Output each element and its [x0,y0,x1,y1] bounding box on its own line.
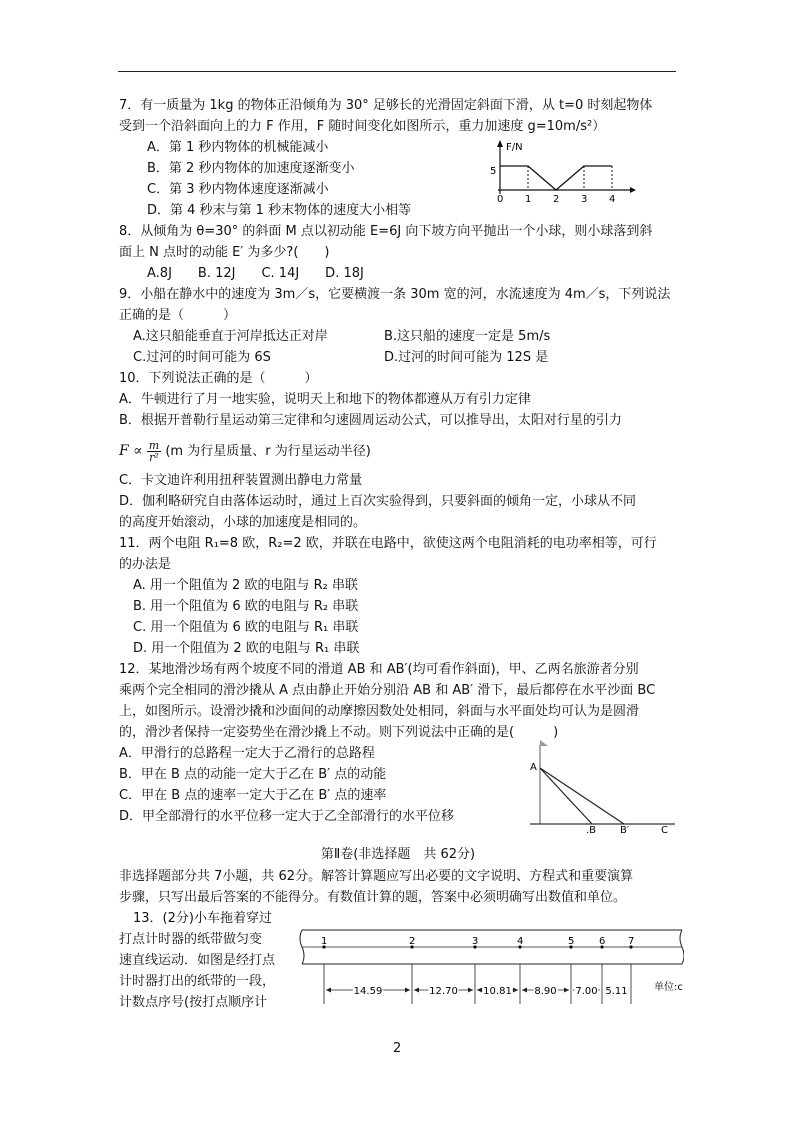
q11-line1: 11．两个电阻 R₁=8 欧，R₂=2 欧，并联在电路中，欲使这两个电阻消耗的电功率相等，可行 [119,536,657,551]
q11-option-a: A. 用一个阻值为 2 欧的电阻与 R₂ 串联 [133,578,358,593]
q8-options: A.8J B. 12J C. 14J D. 18J [147,266,364,281]
q12-label-b-prime: B′ [620,825,630,836]
q12-slope-ab [540,768,592,824]
q7-graph-x-tick-0: 0 [497,194,504,205]
q12-option-c: C．甲在 B 点的速率一定大于乙在 B′ 点的速率 [119,788,387,803]
q7-graph-force-line [500,166,612,190]
page-number: 2 [393,1041,402,1056]
q13-tape-figure [298,918,684,1012]
q10-option-a: A．牛顿进行了月一地实验，说明天上和地下的物体都遵从万有引力定律 [119,392,531,407]
q10-option-d-line1: D．伽利略研究自由落体运动时，通过上百次实验得到，只要斜面的倾角一定，小球从不同 [119,494,637,509]
q12-option-a: A．甲滑行的总路程一定大于乙滑行的总路程 [119,746,375,761]
q13-point-label-5: 5 [568,936,575,947]
part2-intro-line2: 步骤，只写出最后答案的不能得分。有数值计算的题，答案中必须明确写出数值和单位。 [119,890,627,905]
q12-line1: 12．某地滑沙场有两个坡度不同的滑道 AB 和 AB′(均可看作斜面)，甲、乙两名旅游者分别 [119,662,639,677]
q10-option-b-line1: B．根据开普勒行星运动第三定律和匀速圆周运动公式，可以推导出，太阳对行星的引力 [119,413,622,428]
q12-line3: 上，如图所示。设滑沙撬和沙面间的动摩擦因数处处相同，斜面与水平面处均可认为是圆滑 [119,704,640,719]
q12-slope-ab-prime [540,768,624,824]
q7-option-b: B．第 2 秒内物体的加速度逐渐变小 [147,161,355,176]
q13-point-label-7: 7 [628,936,635,947]
q7-graph-x-tick-4: 4 [609,194,616,205]
q10-option-b-line2: (m 为行星质量、r 为行星运动半径) [165,444,371,459]
q7-line1: 7．有一质量为 1kg 的物体正沿倾角为 30° 足够长的光滑固定斜面下滑，从 t=0 时刻起物体 [119,98,653,113]
q7-graph-x-arrow [630,187,636,193]
q7-graph-y-tick: 5 [490,166,497,177]
q12-line4: 的，滑沙者保持一定姿势坐在滑沙撬上不动。则下列说法中正确的是( ) [119,725,559,740]
q12-label-b: .B [586,825,597,836]
part2-title: 第Ⅱ卷(非选择题 共 62分) [320,847,476,862]
q9-option-b: B.这只船的速度一定是 5m/s [384,329,551,344]
q13-segment-label-6: 5.11 [605,986,628,997]
header-rule [118,71,676,72]
q8-line1: 8．从倾角为 θ=30° 的斜面 M 点以初动能 E=6J 向下坡方向平抛出一个小球，则小球落到斜 [119,224,653,239]
q13-line1: 13．(2分)小车拖着穿过 [133,911,272,926]
q7-option-c: C．第 3 秒内物体速度逐渐减小 [147,182,329,197]
q13-segment-label-1: 14.59 [353,986,383,997]
q11-line2: 的办法是 [119,557,172,572]
q7-option-a: A．第 1 秒内物体的机械能减小 [147,140,329,155]
q13-segment-label-5: 7.00 [575,986,598,997]
q7-graph-x-tick-1: 1 [525,194,532,205]
q10-formula-denominator: r² [149,451,159,464]
q13-line5: 计数点序号(按打点顺序计 [119,995,268,1010]
q13-segment-label-3: 10.81 [483,986,512,997]
q9-option-a: A.这只船能垂直于河岸抵达正对岸 [133,329,328,344]
q9-option-c: C.过河的时间可能为 6S [133,350,271,365]
part2-intro-line1: 非选择题部分共 7小题，共 62分。解答计算题应写出必要的文字说明、方程式和重要演算 [119,869,634,884]
q7-graph-x-tick-2: 2 [553,194,560,205]
q11-option-c: C. 用一个阻值为 6 欧的电阻与 R₁ 串联 [133,620,359,635]
q11-option-b: B. 用一个阻值为 6 欧的电阻与 R₂ 串联 [133,599,359,614]
q13-point-label-6: 6 [599,936,606,947]
q9-line2: 正确的是（ ） [119,308,237,323]
q10-formula-fraction [147,440,161,463]
q10-stem: 10．下列说法正确的是（ ） [119,371,318,386]
q9-option-d: D.过河的时间可能为 12S 是 [384,350,549,365]
q12-option-d: D．甲全部滑行的水平位移一定大于乙全部滑行的水平位移 [119,809,455,824]
q12-option-b: B．甲在 B 点的动能一定大于乙在 B′ 点的动能 [119,767,387,782]
q10-formula-f: F ∝ [119,443,143,459]
q9-line1: 9．小船在静水中的速度为 3m／s，它要横渡一条 30m 宽的河，水流速度为 4m／s，下列说法 [119,287,671,302]
q13-point-label-2: 2 [409,936,416,947]
q13-line4: 计时器打出的纸带的一段， [119,974,276,989]
q7-graph-y-arrow [497,140,503,147]
q10-option-c: C．卡文迪许利用扭秤装置测出静电力常量 [119,473,363,488]
q13-line2: 打点计时器的纸带做匀变 [119,932,263,947]
q13-segment-label-2: 12.70 [429,986,458,997]
q7-line2: 受到一个沿斜面向上的力 F 作用，F 随时间变化如图所示，重力加速度 g=10m/s²） [119,119,606,134]
q13-segment-label-4: 8.90 [534,986,557,997]
q12-flag [540,740,548,746]
q8-line2: 面上 N 点时的动能 E′ 为多少?( ) [119,245,330,260]
q10-formula-numerator: m [148,439,160,452]
q13-point-label-3: 3 [472,936,479,947]
q7-force-time-graph [488,138,638,208]
q11-option-d: D. 用一个阻值为 2 欧的电阻与 R₁ 串联 [133,641,360,656]
q12-label-c: C [661,825,668,836]
q13-line3: 速直线运动．如图是经打点 [119,953,276,968]
q13-unit-label: 单位:c [654,982,683,993]
q7-option-d: D．第 4 秒末与第 1 秒末物体的速度大小相等 [147,203,412,218]
q7-graph-x-tick-3: 3 [581,194,588,205]
q7-graph-y-label: F/N [506,142,523,153]
q10-option-d-line2: 的高度开始滚动，小球的加速度是相同的。 [119,515,367,530]
q12-label-a: A [530,762,537,773]
q10-formula-line [119,437,371,466]
q12-slope-figure [520,740,680,836]
q13-point-label-1: 1 [321,936,328,947]
q12-line2: 乘两个完全相同的滑沙撬从 A 点由静止开始分别沿 AB 和 AB′ 滑下，最后都停在水平沙面 BC [119,683,656,698]
q13-point-label-4: 4 [517,936,524,947]
